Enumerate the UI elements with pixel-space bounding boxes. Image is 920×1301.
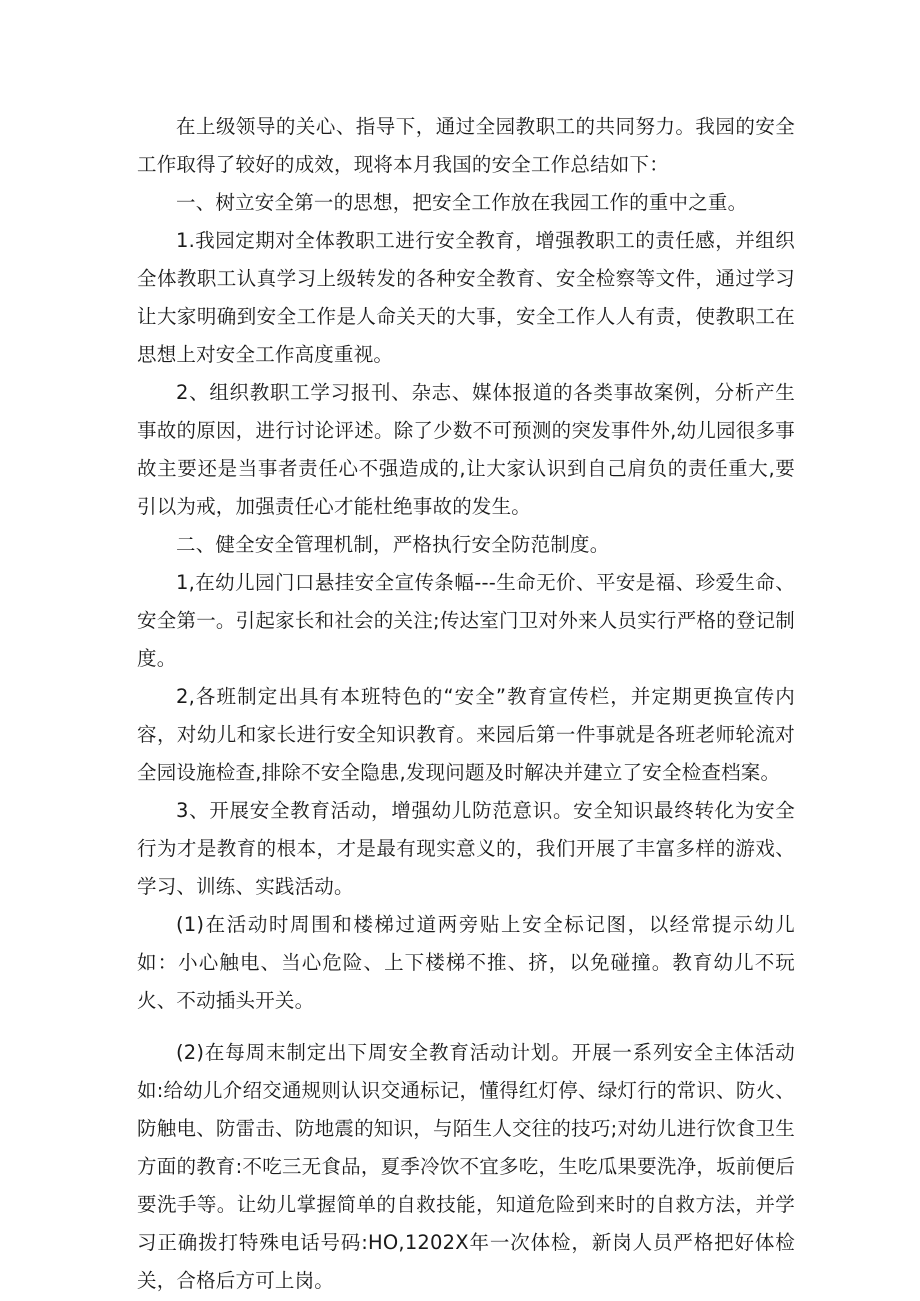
- paragraph-2-1: 1,在幼儿园门口悬挂安全宣传条幅---生命无价、平安是福、珍爱生命、安全第一。引起家长和社会的关注;传达室门卫对外来人员实行严格的登记制度。: [137, 571, 795, 670]
- section-heading-2: 二、健全安全管理机制，严格执行安全防范制度。: [176, 533, 610, 556]
- paragraph-1-2: 2、组织教职工学习报刊、杂志、媒体报道的各类事故案例，分析产生事故的原因，进行讨论评述。除了少数不可预测的突发事件外,幼儿园很多事故主要还是当事者责任心不强造成的,让大家认识到自己肩负的责任重大,要引以为戒，加强责任心才能杜绝事故的发生。: [137, 381, 795, 518]
- paragraph-2-2: 2,各班制定出具有本班特色的“安全”教育宣传栏，并定期更换宣传内容，对幼儿和家长进行安全知识教育。来园后第一件事就是各班老师轮流对全园设施检查,排除不安全隐患,发现问题及时解决并建立了安全检查档案。: [137, 685, 795, 784]
- section-heading-1: 一、树立安全第一的思想，把安全工作放在我园工作的重中之重。: [176, 191, 748, 214]
- paragraph-intro: 在上级领导的关心、指导下，通过全园教职工的共同努力。我园的安全工作取得了较好的成效，现将本月我国的安全工作总结如下：: [137, 115, 795, 176]
- paragraph-1-1: 1.我园定期对全体教职工进行安全教育，增强教职工的责任感，并组织全体教职工认真学习上级转发的各种安全教育、安全检察等文件，通过学习让大家明确到安全工作是人命关天的大事，安全工作人人有责，使教职工在思想上对安全工作高度重视。: [137, 229, 795, 366]
- paragraph-2-3-2: (2)在每周末制定出下周安全教育活动计划。开展一系列安全主体活动如:给幼儿介绍交通规则认识交通标记，懂得红灯停、绿灯行的常识、防火、防触电、防雷击、防地震的知识，与陌生人交往的技巧;对幼儿进行饮食卫生方面的教育:不吃三无食品，夏季冷饮不宜多吃，生吃瓜果要洗净，坂前便后要洗手等。让幼儿掌握简单的自救技能，知道危险到来时的自救方法，并学习正确拨打特殊电话号码:HO,1202X年一次体检，新岗人员严格把好体检关，合格后方可上岗。: [137, 1041, 795, 1292]
- paragraph-2-3-1: (1)在活动时周围和楼梯过道两旁贴上安全标记图，以经常提示幼儿如：小心触电、当心危险、上下楼梯不推、挤，以免碰撞。教育幼儿不玩火、不动插头开关。: [137, 913, 795, 1012]
- document-body: [137, 108, 795, 1300]
- paragraph-2-3: 3、开展安全教育活动，增强幼儿防范意识。安全知识最终转化为安全行为才是教育的根本，才是最有现实意义的，我们开展了丰富多样的游戏、学习、训练、实践活动。: [137, 799, 795, 898]
